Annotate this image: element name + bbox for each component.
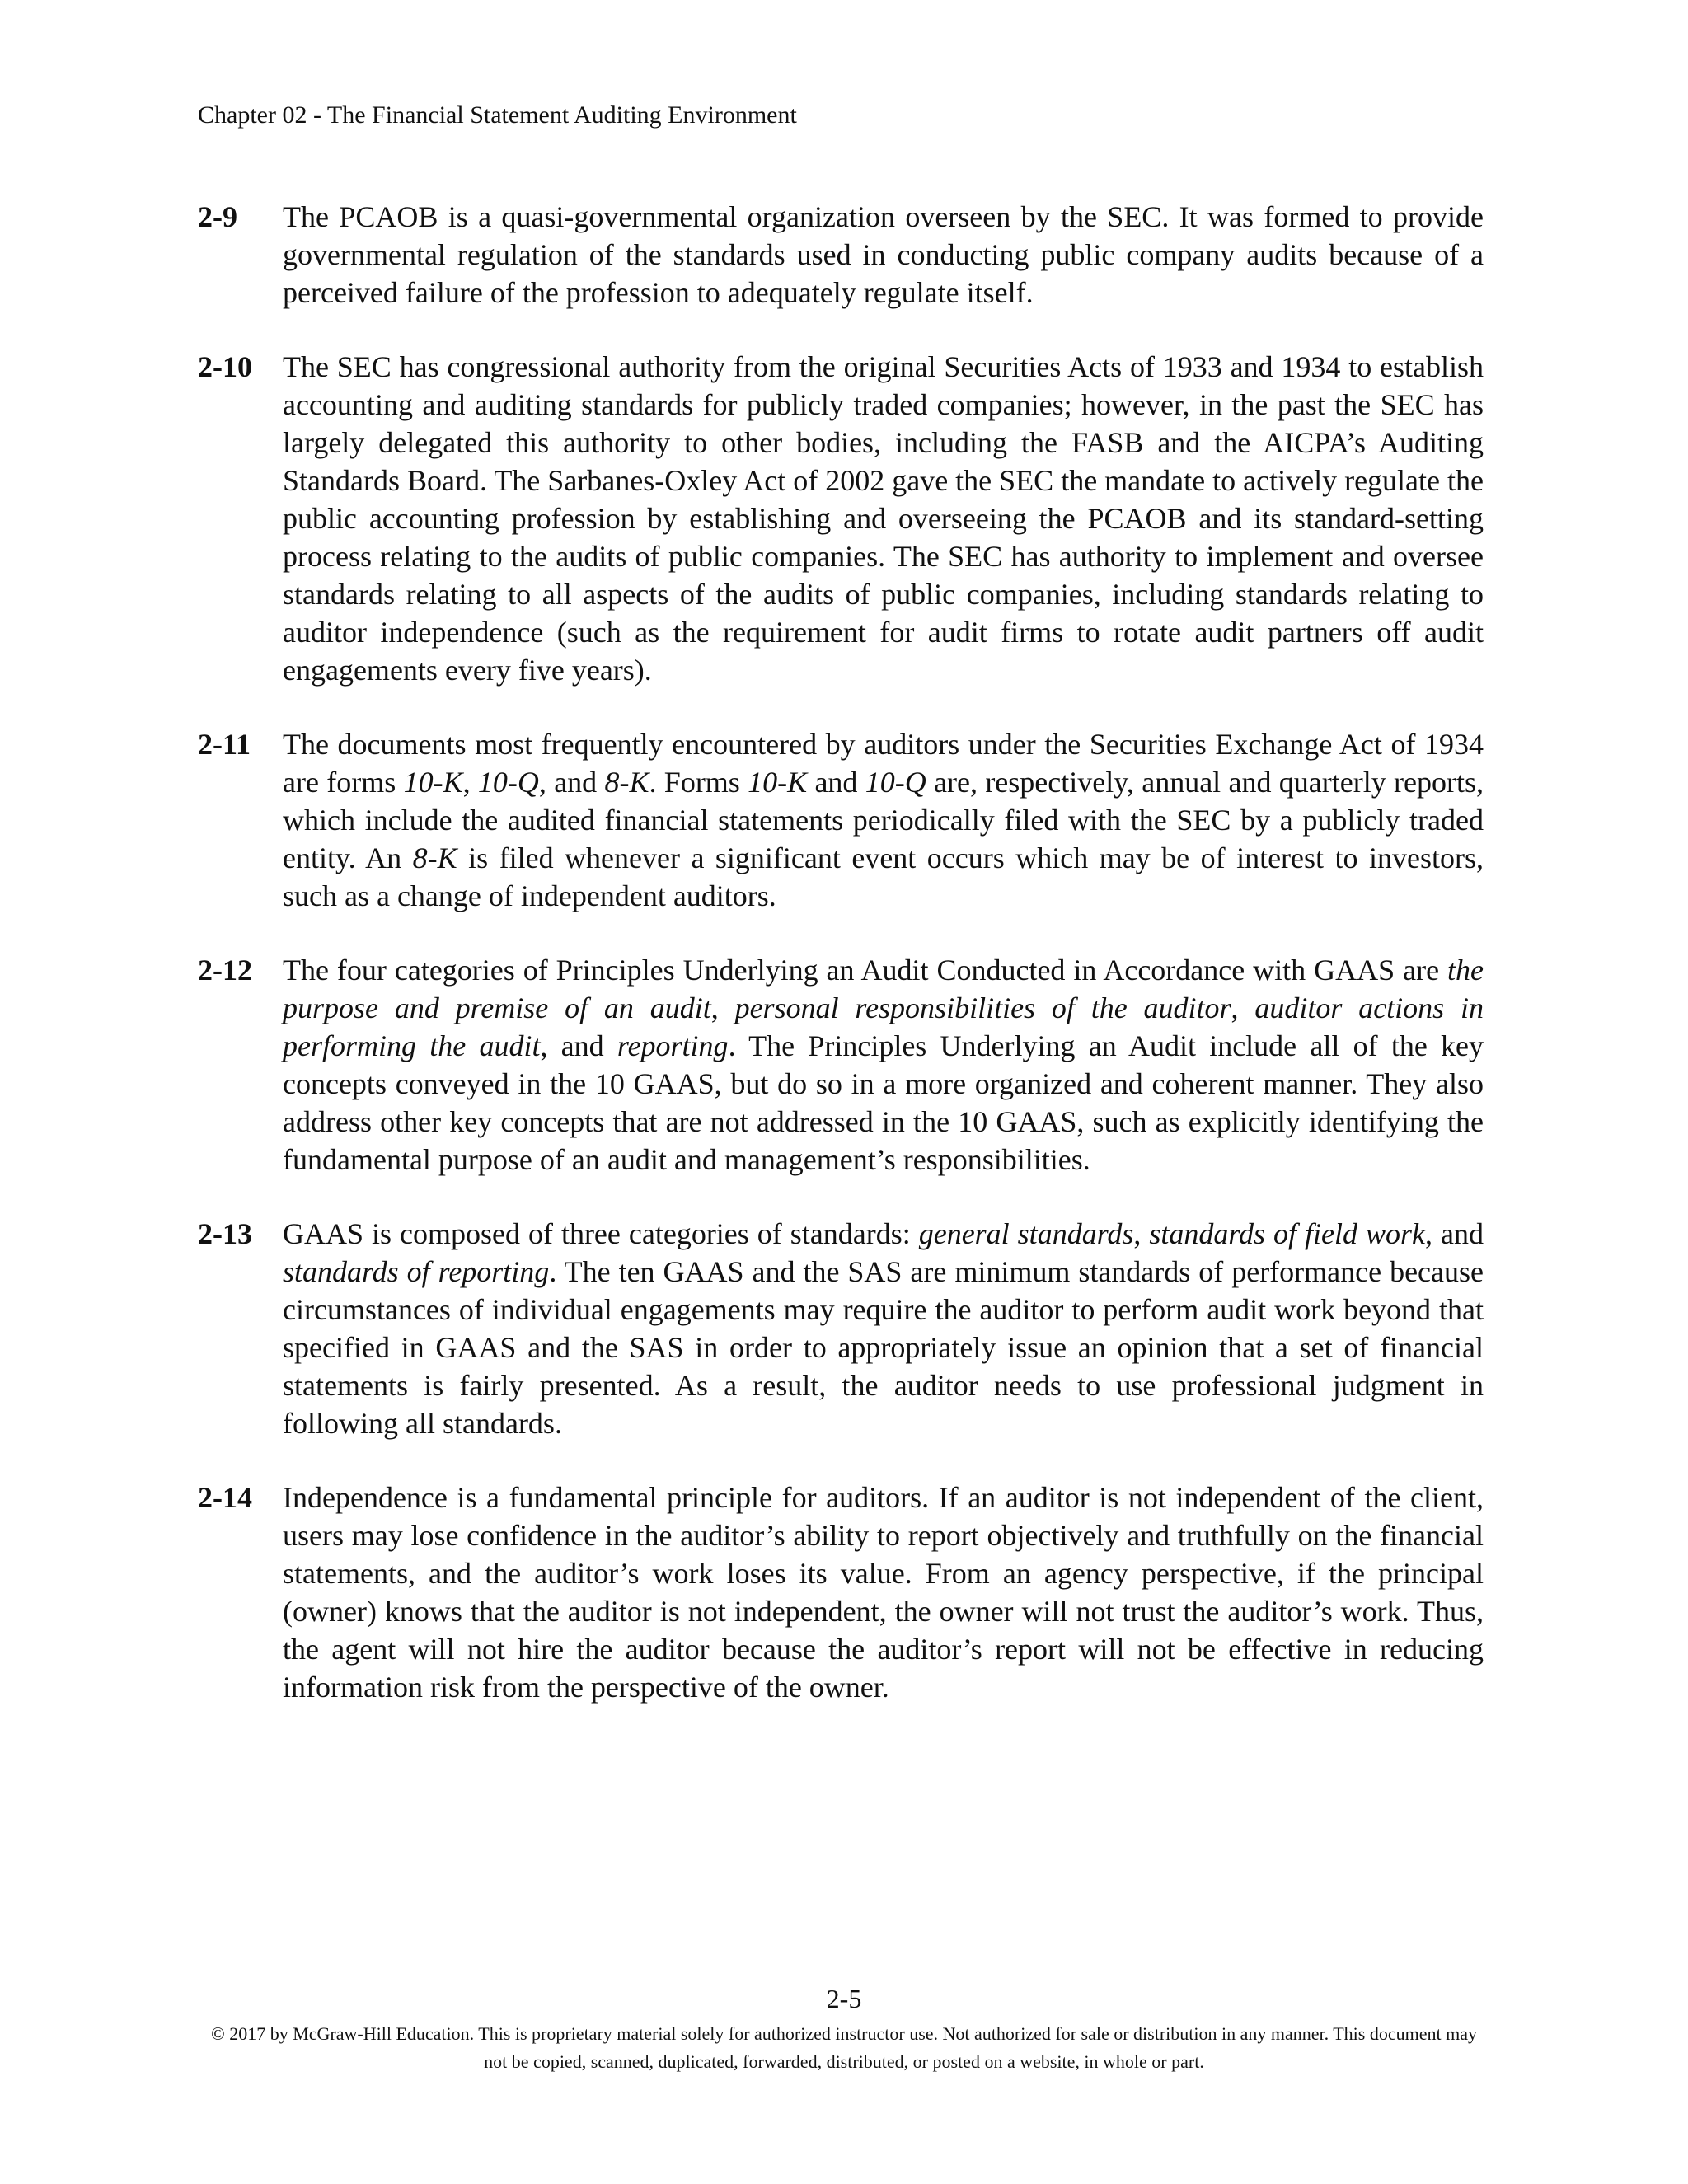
text-run: GAAS is composed of three categories of standards: [283,1217,919,1250]
answer-text [283,725,1484,915]
text-run: is filed whenever a significant event occurs which may be of interest to investors, such as a change of independent auditors. [283,841,1484,912]
answer-text [283,951,1484,1179]
text-run: , [1231,991,1255,1024]
answer-number: 2-14 [198,1481,252,1514]
text-run: , and [540,1029,617,1062]
answer-item-2-14 [198,1479,1484,1706]
text-run: are, respectively, annual and quarterly reports, which include the audited financial statements periodically filed with the SEC by a publicly traded entity. An [283,766,1484,874]
text-run: , and [538,766,605,799]
answer-item-2-10 [198,348,1484,689]
italic-run: standards of reporting [283,1255,550,1288]
italic-run: 8-K [604,766,649,799]
answer-item-2-9 [198,198,1484,312]
page-footer [0,1982,1688,2076]
italic-run: the purpose and premise of an audit [283,954,1484,1024]
italic-run: 10-Q [865,766,926,799]
answer-number: 2-10 [198,350,252,383]
italic-run: general standards [918,1217,1134,1250]
answer-item-2-13 [198,1215,1484,1442]
italic-run: 8-K [412,841,457,874]
answer-number: 2-9 [198,200,237,233]
chapter-header: Chapter 02 - The Financial Statement Auditing Environment [198,101,797,129]
text-run: , and [1425,1217,1484,1250]
answer-number: 2-12 [198,954,252,987]
italic-run: 10-Q [477,766,539,799]
text-run: , [462,766,478,799]
text-run: The SEC has congressional authority from the original Securities Acts of 1933 and 1934 to establish accounting and auditing standards for publicly traded companies; however, in the past the SEC has largely delegated this authority to other bodies, including the FASB and the AICPA’s Auditing Standards Board. The Sarbanes-Oxley Act of 2002 gave the SEC the mandate to actively regulate the public accounting profession by establishing and overseeing the PCAOB and its standard-setting process relating to the audits of public companies. The SEC has authority to implement and oversee standards relating to all aspects of the audits of public companies, including standards relating to auditor independence (such as the requirement for audit firms to rotate audit partners off audit engagements every five years). [283,350,1484,687]
italic-run: personal responsibilities of the auditor [734,991,1231,1024]
italic-run: 10-K [403,766,463,799]
answer-text [283,1479,1484,1706]
text-run: Independence is a fundamental principle for auditors. If an auditor is not independent of the client, users may lose confidence in the auditor’s ability to report objectively and truthfully on the financial statements, and the auditor’s work loses its value. From an agency perspective, if the principal (owner) knows that the auditor is not independent, the owner will not trust the auditor’s work. Thus, the agent will not hire the auditor because the auditor’s report will not be effective in reducing information risk from the perspective of the owner. [283,1481,1484,1704]
text-run: and [807,766,865,799]
answer-number: 2-13 [198,1217,252,1250]
italic-run: 10-K [748,766,808,799]
text-run: . Forms [649,766,748,799]
text-run: The documents most frequently encountered by auditors under the Securities Exchange Act of 1934 are forms [283,728,1484,799]
italic-run: reporting [617,1029,729,1062]
text-run: , [1133,1217,1150,1250]
answer-text [283,1215,1484,1442]
answer-text [283,348,1484,689]
answer-list [198,198,1484,1742]
text-run: . The ten GAAS and the SAS are minimum standards of performance because circumstances of individual engagements may require the auditor to perform audit work beyond that specified in GAAS and the SAS in order to appropriately issue an opinion that a set of financial statements is fairly presented. As a result, the auditor needs to use professional judgment in following all standards. [283,1255,1484,1440]
italic-run: auditor actions in performing the audit [283,991,1484,1062]
copyright-notice: © 2017 by McGraw-Hill Education. This is proprietary material solely for authorized instructor use. Not authorized for sale or distribution in any manner. This document may not be copied, scanned, duplicated, forwarded, distributed, or posted on a website, in whole or part. [211,2023,1477,2072]
answer-item-2-11 [198,725,1484,915]
text-run: The four categories of Principles Underlying an Audit Conducted in Accordance with GAAS are [283,954,1448,987]
text-run: , [710,991,735,1024]
answer-number: 2-11 [198,728,251,761]
text-run: . The Principles Underlying an Audit include all of the key concepts conveyed in the 10 GAAS, but do so in a more organized and coherent manner. They also address other key concepts that are not addressed in the 10 GAAS, such as explicitly identifying the fundamental purpose of an audit and management’s responsibilities. [283,1029,1484,1176]
text-run: The PCAOB is a quasi-governmental organization overseen by the SEC. It was formed to provide governmental regulation of the standards used in conducting public company audits because of a perceived failure of the profession to adequately regulate itself. [283,200,1484,309]
italic-run: standards of field work [1149,1217,1426,1250]
answer-text [283,198,1484,312]
answer-item-2-12 [198,951,1484,1179]
page-number: 2-5 [826,1984,862,2013]
